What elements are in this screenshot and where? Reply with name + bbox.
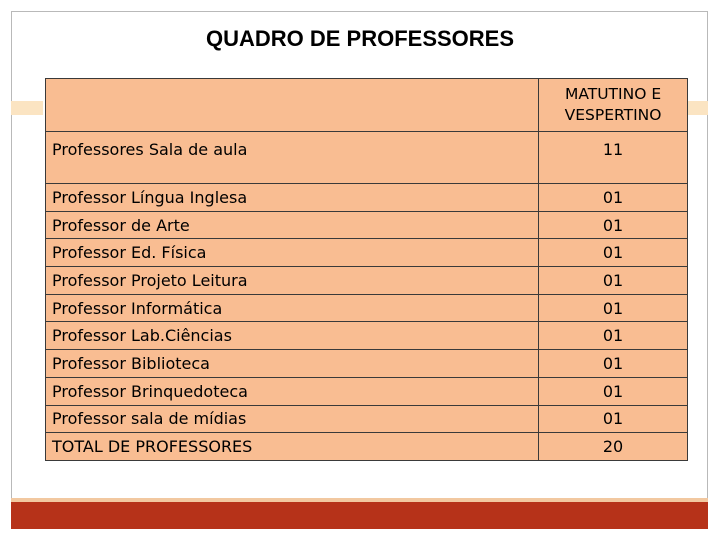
row-value: 01 <box>539 405 688 433</box>
row-value: 01 <box>539 350 688 378</box>
row-label: Professor Língua Inglesa <box>46 184 539 212</box>
table-row <box>46 322 688 350</box>
row-value: 01 <box>539 239 688 267</box>
row-label: Professor Brinquedoteca <box>46 377 539 405</box>
row-value: 01 <box>539 211 688 239</box>
teachers-table <box>45 78 688 461</box>
row-value: 01 <box>539 184 688 212</box>
page-title: QUADRO DE PROFESSORES <box>205 26 515 51</box>
row-label: Professor Informática <box>46 294 539 322</box>
row-label: Professores Sala de aula <box>46 132 539 184</box>
header-value-cell <box>539 79 688 132</box>
decor-bar-left <box>11 101 43 115</box>
table-row <box>46 267 688 295</box>
row-value: 11 <box>539 132 688 184</box>
total-label: TOTAL DE PROFESSORES <box>46 433 539 461</box>
row-label: Professor sala de mídias <box>46 405 539 433</box>
table-row <box>46 132 688 184</box>
table-row <box>46 377 688 405</box>
decor-bottom-bar <box>11 502 708 529</box>
row-value: 01 <box>539 294 688 322</box>
row-label: Professor Projeto Leitura <box>46 267 539 295</box>
table-row <box>46 184 688 212</box>
table-row <box>46 350 688 378</box>
table-row <box>46 239 688 267</box>
table-row <box>46 405 688 433</box>
row-value: 01 <box>539 322 688 350</box>
table-total-row <box>46 433 688 461</box>
table-row <box>46 294 688 322</box>
row-label: Professor Ed. Física <box>46 239 539 267</box>
row-label: Professor Biblioteca <box>46 350 539 378</box>
header-label-cell <box>46 79 539 132</box>
row-label: Professor de Arte <box>46 211 539 239</box>
decor-bar-right <box>688 101 708 115</box>
row-value: 01 <box>539 377 688 405</box>
row-label: Professor Lab.Ciências <box>46 322 539 350</box>
header-value-line1: MATUTINO E <box>564 85 662 103</box>
total-value: 20 <box>539 433 688 461</box>
table-row <box>46 211 688 239</box>
table-header-row <box>46 79 688 132</box>
header-value-line2: VESPERTINO <box>564 106 662 124</box>
row-value: 01 <box>539 267 688 295</box>
